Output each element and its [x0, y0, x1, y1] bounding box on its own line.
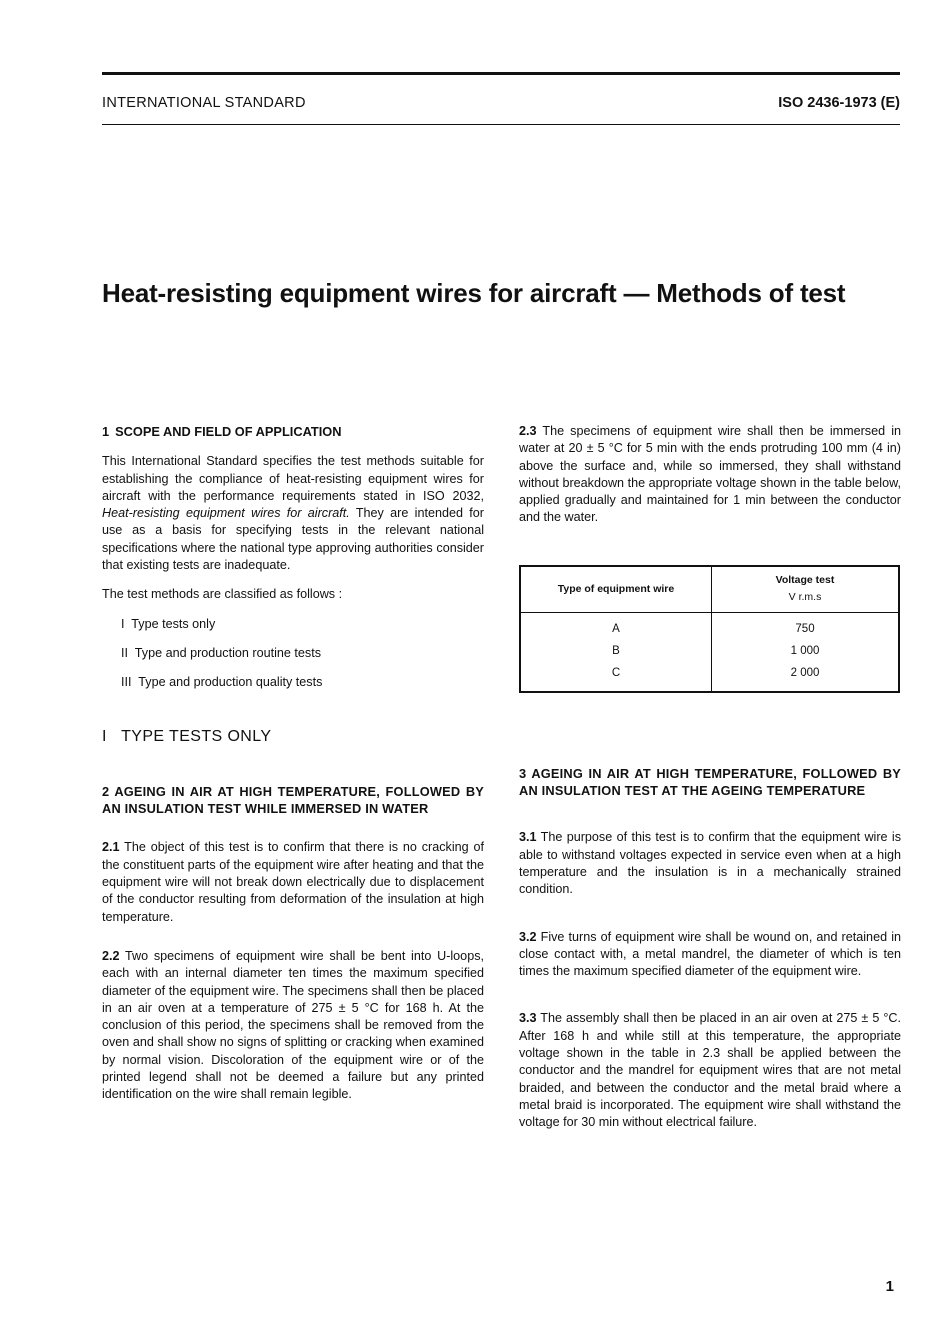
section-1-cited-title: Heat-resisting equipment wires for aircraft. [102, 506, 350, 521]
section-3-heading: 3 AGEING IN AIR AT HIGH TEMPERATURE, FOLLOWED BY AN INSULATION TEST AT THE AGEING TEMPERATURE [519, 765, 901, 799]
table-cell-type: A [520, 612, 712, 641]
section-2-3-paragraph [519, 423, 901, 527]
class-item-1-text: Type tests only [131, 616, 216, 631]
header-standard-label: INTERNATIONAL STANDARD [102, 95, 306, 111]
class-item-2-text: Type and production routine tests [134, 645, 322, 660]
section-3-3-paragraph [519, 1010, 901, 1131]
section-3-2-number: 3.2 [519, 929, 537, 944]
section-1-paragraph [102, 453, 484, 574]
table-cell-type: C [520, 663, 712, 692]
section-1-number: 1 [102, 424, 110, 439]
section-2-2-number: 2.2 [102, 948, 120, 963]
left-column [102, 423, 484, 1104]
table-cell-type: B [520, 641, 712, 663]
top-rule [102, 72, 900, 75]
page-number: 1 [885, 1278, 894, 1295]
section-2-3-text: The specimens of equipment wire shall then be immersed in water at 20 ± 5 °C for 5 min with the ends protruding 100 mm (4 in) above the surface and, while so immersed, they shall withstand without breakdown the appropriate voltage shown in the table below, applied gradually and maintained for 1 min between the conductor and the water. [519, 424, 902, 525]
voltage-test-table [519, 565, 900, 693]
table-cell-voltage: 2 000 [712, 663, 900, 692]
class-item-1-num: I [121, 616, 125, 631]
class-item-1 [121, 616, 484, 633]
section-3-1-text: The purpose of this test is to confirm that the equipment wire is able to withstand voltages expected in service even when at a high temperature and the insulation is in a mechanically strained condition. [519, 830, 901, 897]
section-2-1-number: 2.1 [102, 840, 120, 855]
section-3-2-paragraph [519, 929, 901, 981]
classification-intro: The test methods are classified as follows : [102, 587, 343, 602]
header-rule [102, 124, 900, 125]
part-1-title: TYPE TESTS ONLY [121, 727, 272, 745]
section-2-2-text: Two specimens of equipment wire shall be bent into U-loops, each with an internal diameter ten times the maximum specified diameter of the equipment wire. The specimens shall then be placed in an air oven at a temperature of 275 ± 5 °C for 168 h. At the conclusion of this period, the specimens shall be removed from the oven and shall show no signs of splitting or cracking when examined by normal vision. Discoloration of the equipment wire or of the printed legend shall not be deemed a failure but any printed identification on the wire shall remain legible. [102, 948, 484, 1102]
section-3-2-text: Five turns of equipment wire shall be wound on, and retained in close contact with, a metal mandrel, the diameter of which is ten times the maximum specified diameter of the equipment wire. [519, 929, 901, 979]
table-cell-voltage: 1 000 [712, 641, 900, 663]
section-1-title: SCOPE AND FIELD OF APPLICATION [115, 424, 342, 439]
table-row [520, 641, 899, 663]
table-row [520, 663, 899, 692]
right-column [519, 423, 901, 1132]
section-1-text-b: They are intended for use as a basis for specifying tests in the relevant national specifications where the national type approving authorities consider that existing tests are inadequate. [102, 506, 484, 573]
class-item-3-text: Type and production quality tests [138, 675, 323, 690]
section-3-3-text: The assembly shall then be placed in an air oven at 275 ± 5 °C. After 168 h and while still at this temperature, the appropriate voltage shown in the table in 2.3 shall be applied between the conductor and the mandrel for equipment wires that are not metal braided, and between the conductor and the metal braid where a metal braid is incorporated. The equipment wire shall withstand the voltage for 30 min without electrical failure. [519, 1011, 901, 1130]
header-standard-number: ISO 2436-1973 (E) [778, 95, 900, 111]
table-header-type: Type of equipment wire [520, 566, 712, 613]
table-header-voltage-unit: V r.m.s [788, 591, 822, 604]
section-2-2-paragraph [102, 948, 484, 1104]
section-2-1-text: The object of this test is to confirm that there is no cracking of the constituent parts of the equipment wire after heating and that the equipment wire will not break down electrically due to displacement of the conductor resulting from deformation of the insulation at high temperature. [102, 840, 484, 924]
class-item-2-num: II [121, 645, 128, 660]
table-cell-voltage: 750 [712, 612, 900, 641]
section-3-1-paragraph [519, 829, 901, 898]
class-item-3-num: III [121, 675, 132, 690]
section-1-heading [102, 423, 484, 440]
section-2-heading: 2 AGEING IN AIR AT HIGH TEMPERATURE, FOLLOWED BY AN INSULATION TEST WHILE IMMERSED IN WATER [102, 783, 484, 817]
table-header-voltage [712, 566, 900, 613]
section-3-1-number: 3.1 [519, 830, 537, 845]
part-1-number: I [102, 727, 107, 745]
table-row [520, 612, 899, 641]
section-3-3-number: 3.3 [519, 1011, 537, 1026]
document-title: Heat-resisting equipment wires for aircraft — Methods of test [102, 278, 846, 308]
class-item-3 [121, 674, 484, 691]
table-header-voltage-title: Voltage test [775, 573, 835, 586]
section-2-1-paragraph [102, 839, 484, 925]
section-2-3-number: 2.3 [519, 424, 537, 438]
part-1-heading [102, 728, 484, 745]
section-1-text-a: This International Standard specifies the test methods suitable for establishing the compliance of heat-resisting equipment wires for aircraft with the performance requirements stated in ISO 2032, [102, 454, 484, 503]
class-item-2 [121, 645, 484, 662]
